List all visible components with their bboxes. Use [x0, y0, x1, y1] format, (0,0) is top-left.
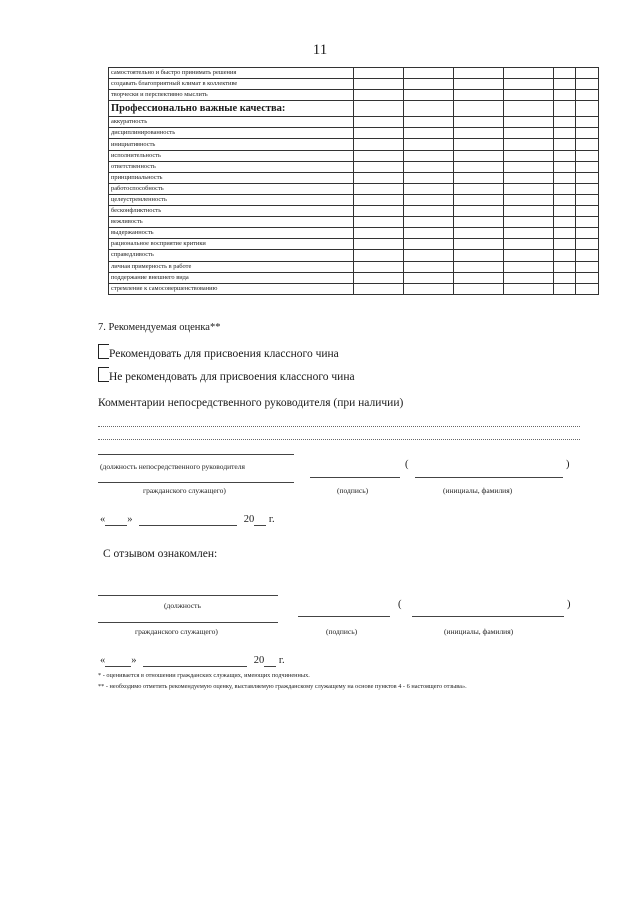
quality-label: аккуратность [109, 117, 354, 128]
rating-cell[interactable] [504, 68, 554, 79]
quality-label: работоспособность [109, 183, 354, 194]
footnote-1: * - оценивается в отношении гражданских служащих, имеющих подчиненных. [98, 672, 310, 679]
rating-cell[interactable] [504, 239, 554, 250]
rating-cell[interactable] [454, 128, 504, 139]
rating-cell[interactable] [454, 283, 504, 294]
rating-cell[interactable] [576, 150, 599, 161]
rating-cell[interactable] [504, 90, 554, 101]
rating-cell[interactable] [404, 139, 454, 150]
rating-cell[interactable] [354, 261, 404, 272]
table-row [109, 239, 599, 250]
rating-cell[interactable] [354, 172, 404, 183]
table-row [109, 79, 599, 90]
rating-cell[interactable] [404, 90, 454, 101]
rating-cell[interactable] [454, 272, 504, 283]
rating-cell[interactable] [504, 217, 554, 228]
option-recommend-label: Рекомендовать для присвоения классного чина [109, 348, 339, 360]
rating-cell[interactable] [504, 194, 554, 205]
rating-cell[interactable] [454, 206, 504, 217]
rating-cell[interactable] [576, 90, 599, 101]
rating-cell[interactable] [404, 194, 454, 205]
manager-initials-label: (инициалы, фамилия) [443, 486, 513, 495]
rating-cell[interactable] [404, 161, 454, 172]
quality-label: инициативность [109, 139, 354, 150]
table-row [109, 68, 599, 79]
manager-position-line-2[interactable] [98, 482, 294, 483]
footnote-2: ** - необходимо отметить рекомендуемую оценку, выставляемую гражданскому служащему на основе пунктов 4 - 6 настоящего отзыва». [98, 683, 467, 690]
rating-cell[interactable] [554, 172, 576, 183]
rating-cell[interactable] [354, 194, 404, 205]
rating-cell[interactable] [354, 183, 404, 194]
rating-cell[interactable] [354, 79, 404, 90]
page-number: 11 [312, 42, 328, 58]
rating-cell[interactable] [454, 90, 504, 101]
quality-label: создавать благоприятный климат в коллективе [109, 79, 354, 90]
table-row [109, 172, 599, 183]
rating-cell[interactable] [554, 68, 576, 79]
rating-cell[interactable] [504, 250, 554, 261]
rating-cell[interactable] [454, 194, 504, 205]
ack-signature-line[interactable] [298, 616, 390, 617]
rating-cell[interactable] [354, 90, 404, 101]
quality-label: ответственность [109, 161, 354, 172]
manager-open-paren: ( [405, 459, 409, 470]
rating-cell[interactable] [576, 117, 599, 128]
table-row [109, 261, 599, 272]
checkbox-recommend[interactable] [98, 344, 109, 359]
option-not-recommend-label: Не рекомендовать для присвоения классного чина [109, 371, 355, 383]
rating-cell[interactable] [554, 161, 576, 172]
rating-cell[interactable] [454, 101, 504, 117]
rating-cell[interactable] [554, 183, 576, 194]
quality-label: принципиальность [109, 172, 354, 183]
rating-cell[interactable] [504, 117, 554, 128]
manager-position-line[interactable] [98, 454, 294, 455]
rating-cell[interactable] [454, 217, 504, 228]
manager-initials-line[interactable] [415, 477, 563, 478]
rating-cell[interactable] [504, 183, 554, 194]
option-not-recommend[interactable] [98, 367, 355, 383]
rating-cell[interactable] [576, 261, 599, 272]
rating-cell[interactable] [576, 272, 599, 283]
rating-cell[interactable] [404, 239, 454, 250]
manager-date-month-field[interactable] [139, 514, 237, 526]
rating-cell[interactable] [454, 150, 504, 161]
rating-cell[interactable] [554, 261, 576, 272]
date-quote-close: » [127, 514, 133, 525]
rating-cell[interactable] [554, 206, 576, 217]
rating-cell[interactable] [454, 261, 504, 272]
rating-cell[interactable] [576, 250, 599, 261]
rating-cell[interactable] [404, 261, 454, 272]
rating-cell[interactable] [504, 128, 554, 139]
rating-cell[interactable] [576, 128, 599, 139]
rating-cell[interactable] [554, 283, 576, 294]
table-row [109, 183, 599, 194]
ack-open-paren: ( [398, 599, 402, 610]
manager-date-year-field[interactable] [254, 514, 266, 526]
ack-date [100, 655, 285, 667]
quality-label: бесконфликтность [109, 206, 354, 217]
manager-signature-line[interactable] [310, 477, 400, 478]
rating-cell[interactable] [404, 79, 454, 90]
rating-cell[interactable] [354, 128, 404, 139]
rating-cell[interactable] [504, 101, 554, 117]
rating-cell[interactable] [554, 150, 576, 161]
qualities-table [108, 67, 599, 295]
rating-cell[interactable] [576, 161, 599, 172]
rating-cell[interactable] [454, 250, 504, 261]
rating-cell[interactable] [454, 183, 504, 194]
rating-cell[interactable] [554, 250, 576, 261]
ack-date-year-field[interactable] [264, 655, 276, 667]
rating-cell[interactable] [404, 101, 454, 117]
quality-label: справедливость [109, 250, 354, 261]
rating-cell[interactable] [554, 128, 576, 139]
quality-label: поддержание внешнего вида [109, 272, 354, 283]
rating-cell[interactable] [354, 68, 404, 79]
ack-initials-label: (инициалы, фамилия) [444, 627, 514, 636]
rating-cell[interactable] [576, 139, 599, 150]
table-row [109, 217, 599, 228]
rating-cell[interactable] [354, 101, 404, 117]
rating-cell[interactable] [576, 239, 599, 250]
table-row [109, 128, 599, 139]
date-year: 20 [243, 514, 255, 525]
ack-position-label: (должность [164, 601, 201, 610]
rating-cell[interactable] [404, 283, 454, 294]
rating-cell[interactable] [554, 217, 576, 228]
quality-label: творчески и перспективно мыслить [109, 90, 354, 101]
rating-cell[interactable] [504, 283, 554, 294]
rating-cell[interactable] [354, 150, 404, 161]
quality-label: исполнительность [109, 150, 354, 161]
ack-signature-label: (подпись) [326, 627, 358, 636]
manager-position-label-cont: гражданского служащего) [143, 486, 226, 495]
rating-cell[interactable] [504, 150, 554, 161]
rating-cell[interactable] [554, 101, 576, 117]
rating-cell[interactable] [404, 206, 454, 217]
quality-label: стремление к самосовершенствованию [109, 283, 354, 294]
rating-cell[interactable] [404, 172, 454, 183]
rating-cell[interactable] [504, 161, 554, 172]
rating-cell[interactable] [354, 272, 404, 283]
rating-cell[interactable] [576, 101, 599, 117]
ack-position-line[interactable] [98, 595, 278, 596]
quality-label: рациональное восприятие критики [109, 239, 354, 250]
quality-label: личная примерность в работе [109, 261, 354, 272]
acknowledgment-heading: С отзывом ознакомлен: [103, 548, 218, 560]
table-row [109, 250, 599, 261]
rating-cell[interactable] [576, 183, 599, 194]
date-quote-open: « [100, 514, 106, 525]
rating-cell[interactable] [354, 250, 404, 261]
table-row [109, 272, 599, 283]
rating-cell[interactable] [576, 79, 599, 90]
comment-line-1[interactable] [98, 426, 580, 427]
rating-cell[interactable] [404, 68, 454, 79]
recommendation-heading: 7. Рекомендуемая оценка** [98, 322, 221, 333]
ack-date-month-field[interactable] [143, 655, 247, 667]
rating-cell[interactable] [454, 79, 504, 90]
quality-label: выдержанность [109, 228, 354, 239]
rating-cell[interactable] [576, 68, 599, 79]
rating-cell[interactable] [554, 272, 576, 283]
date-year: 20 [253, 655, 265, 666]
rating-cell[interactable] [504, 139, 554, 150]
rating-cell[interactable] [454, 172, 504, 183]
rating-cell[interactable] [504, 261, 554, 272]
comment-label: Комментарии непосредственного руководителя (при наличии) [98, 397, 404, 409]
quality-label: вежливость [109, 217, 354, 228]
quality-label: самостоятельно и быстро принимать решения [109, 68, 354, 79]
table-row [109, 206, 599, 217]
rating-cell[interactable] [554, 117, 576, 128]
table-row [109, 228, 599, 239]
quality-label: целеустремленность [109, 194, 354, 205]
rating-cell[interactable] [404, 183, 454, 194]
rating-cell[interactable] [354, 139, 404, 150]
date-quote-close: » [131, 655, 137, 666]
date-g: г. [268, 514, 275, 525]
table-row [109, 283, 599, 294]
rating-cell[interactable] [454, 239, 504, 250]
rating-cell[interactable] [576, 228, 599, 239]
rating-cell[interactable] [576, 206, 599, 217]
comment-line-2[interactable] [98, 439, 580, 440]
rating-cell[interactable] [354, 161, 404, 172]
manager-position-label: (должность непосредственного руководителя [100, 462, 245, 471]
rating-cell[interactable] [554, 228, 576, 239]
rating-cell[interactable] [454, 68, 504, 79]
quality-label: Профессионально важные качества: [109, 101, 354, 117]
table-row [109, 90, 599, 101]
ack-close-paren: ) [567, 599, 571, 610]
rating-cell[interactable] [404, 128, 454, 139]
option-recommend[interactable] [98, 344, 339, 360]
rating-cell[interactable] [504, 79, 554, 90]
manager-close-paren: ) [566, 459, 570, 470]
manager-date-day-field[interactable] [105, 514, 127, 526]
rating-cell[interactable] [404, 117, 454, 128]
rating-cell[interactable] [404, 272, 454, 283]
rating-cell[interactable] [454, 228, 504, 239]
rating-cell[interactable] [354, 283, 404, 294]
rating-cell[interactable] [576, 283, 599, 294]
table-row [109, 117, 599, 128]
manager-date [100, 514, 275, 526]
rating-cell[interactable] [504, 172, 554, 183]
rating-cell[interactable] [354, 239, 404, 250]
ack-position-line-2[interactable] [98, 622, 278, 623]
rating-cell[interactable] [354, 217, 404, 228]
ack-initials-line[interactable] [412, 616, 564, 617]
ack-date-day-field[interactable] [105, 655, 131, 667]
rating-cell[interactable] [404, 217, 454, 228]
rating-cell[interactable] [504, 272, 554, 283]
rating-cell[interactable] [404, 228, 454, 239]
date-g: г. [278, 655, 285, 666]
table-row [109, 150, 599, 161]
ack-position-label-cont: гражданского служащего) [135, 627, 218, 636]
rating-cell[interactable] [554, 239, 576, 250]
rating-cell[interactable] [354, 228, 404, 239]
date-quote-open: « [100, 655, 106, 666]
rating-cell[interactable] [576, 194, 599, 205]
rating-cell[interactable] [554, 90, 576, 101]
rating-cell[interactable] [404, 250, 454, 261]
section-header-row [109, 101, 599, 117]
rating-cell[interactable] [576, 172, 599, 183]
rating-cell[interactable] [554, 194, 576, 205]
rating-cell[interactable] [404, 150, 454, 161]
rating-cell[interactable] [454, 139, 504, 150]
rating-cell[interactable] [504, 228, 554, 239]
rating-cell[interactable] [554, 79, 576, 90]
table-row [109, 139, 599, 150]
table-row [109, 194, 599, 205]
rating-cell[interactable] [554, 139, 576, 150]
table-row [109, 161, 599, 172]
rating-cell[interactable] [354, 117, 404, 128]
rating-cell[interactable] [504, 206, 554, 217]
rating-cell[interactable] [576, 217, 599, 228]
checkbox-not-recommend[interactable] [98, 367, 109, 382]
rating-cell[interactable] [454, 117, 504, 128]
manager-signature-label: (подпись) [337, 486, 369, 495]
rating-cell[interactable] [454, 161, 504, 172]
rating-cell[interactable] [354, 206, 404, 217]
quality-label: дисциплинированность [109, 128, 354, 139]
